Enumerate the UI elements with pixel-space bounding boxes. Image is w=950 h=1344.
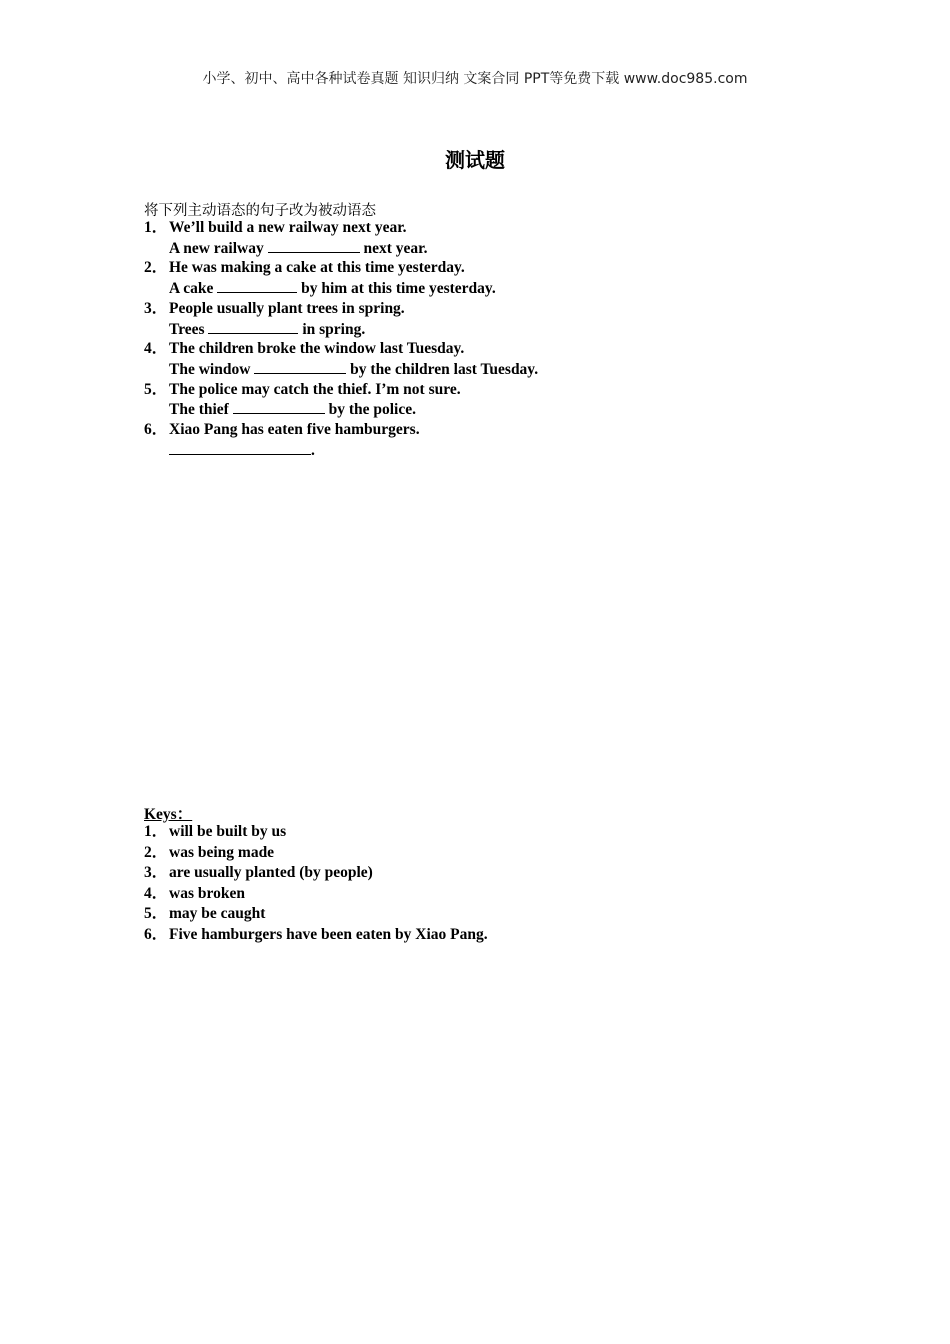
- answer-blank[interactable]: [254, 359, 346, 374]
- key-text: may be caught: [169, 905, 266, 923]
- question-sentence: We’ll build a new railway next year.: [169, 219, 407, 236]
- answer-blank[interactable]: [217, 278, 297, 293]
- key-item: [144, 925, 488, 946]
- question-list: [144, 218, 844, 460]
- question-6: [144, 420, 844, 460]
- answer-blank[interactable]: [268, 238, 360, 253]
- question-1: [144, 218, 844, 258]
- question-sentence: The police may catch the thief. I’m not sure.: [169, 380, 461, 398]
- question-4: [144, 339, 844, 379]
- page-header: 小学、初中、高中各种试卷真题 知识归纳 文案合同 PPT等免费下载 www.doc985.com: [202, 71, 748, 87]
- key-text: will be built by us: [169, 823, 287, 840]
- keys-title: Keys：: [144, 806, 193, 823]
- question-3: [144, 299, 844, 339]
- question-number: 4．: [144, 340, 168, 358]
- key-number: 5．: [144, 905, 168, 923]
- question-2: [144, 258, 844, 298]
- answer-suffix: by the police.: [324, 401, 416, 419]
- key-number: 3．: [144, 864, 168, 882]
- answer-suffix: by him at this time yesterday.: [297, 280, 496, 298]
- question-sentence: He was making a cake at this time yesterday.: [169, 259, 465, 277]
- key-text: was broken: [169, 884, 245, 902]
- question-5: [144, 380, 844, 420]
- question-number: 5．: [144, 380, 168, 398]
- key-text: was being made: [169, 843, 275, 861]
- question-number: 6．: [144, 421, 168, 439]
- key-number: 2．: [144, 843, 168, 861]
- answer-suffix: in spring.: [298, 320, 366, 338]
- answer-prefix: Trees: [169, 320, 209, 338]
- key-text: are usually planted (by people): [169, 864, 373, 882]
- question-number: 1．: [144, 219, 168, 236]
- answer-key-list: [144, 822, 488, 946]
- key-number: 6．: [144, 925, 168, 943]
- question-sentence: The children broke the window last Tuesday.: [169, 340, 465, 358]
- key-item: [144, 863, 488, 884]
- question-sentence: Xiao Pang has eaten five hamburgers.: [169, 421, 420, 439]
- key-number: 1．: [144, 823, 168, 840]
- answer-prefix: A new railway: [169, 239, 268, 257]
- answer-prefix: The window: [169, 360, 255, 378]
- question-number: 2．: [144, 259, 168, 277]
- answer-blank[interactable]: [233, 399, 325, 414]
- instruction: 将下列主动语态的句子改为被动语态: [144, 203, 376, 219]
- answer-prefix: A cake: [169, 280, 218, 298]
- answer-suffix: .: [311, 441, 315, 459]
- answer-suffix: next year.: [359, 239, 428, 257]
- key-number: 4．: [144, 884, 168, 902]
- key-item: [144, 843, 488, 864]
- key-text: Five hamburgers have been eaten by Xiao Pang.: [169, 925, 488, 943]
- answer-blank[interactable]: [208, 319, 298, 334]
- answer-prefix: The thief: [169, 401, 233, 419]
- key-item: [144, 822, 488, 843]
- key-item: [144, 904, 488, 925]
- answer-blank[interactable]: [169, 440, 311, 455]
- question-sentence: People usually plant trees in spring.: [169, 299, 405, 317]
- question-number: 3．: [144, 299, 168, 317]
- key-item: [144, 884, 488, 905]
- page-title: 测试题: [445, 148, 505, 172]
- answer-suffix: by the children last Tuesday.: [346, 360, 539, 378]
